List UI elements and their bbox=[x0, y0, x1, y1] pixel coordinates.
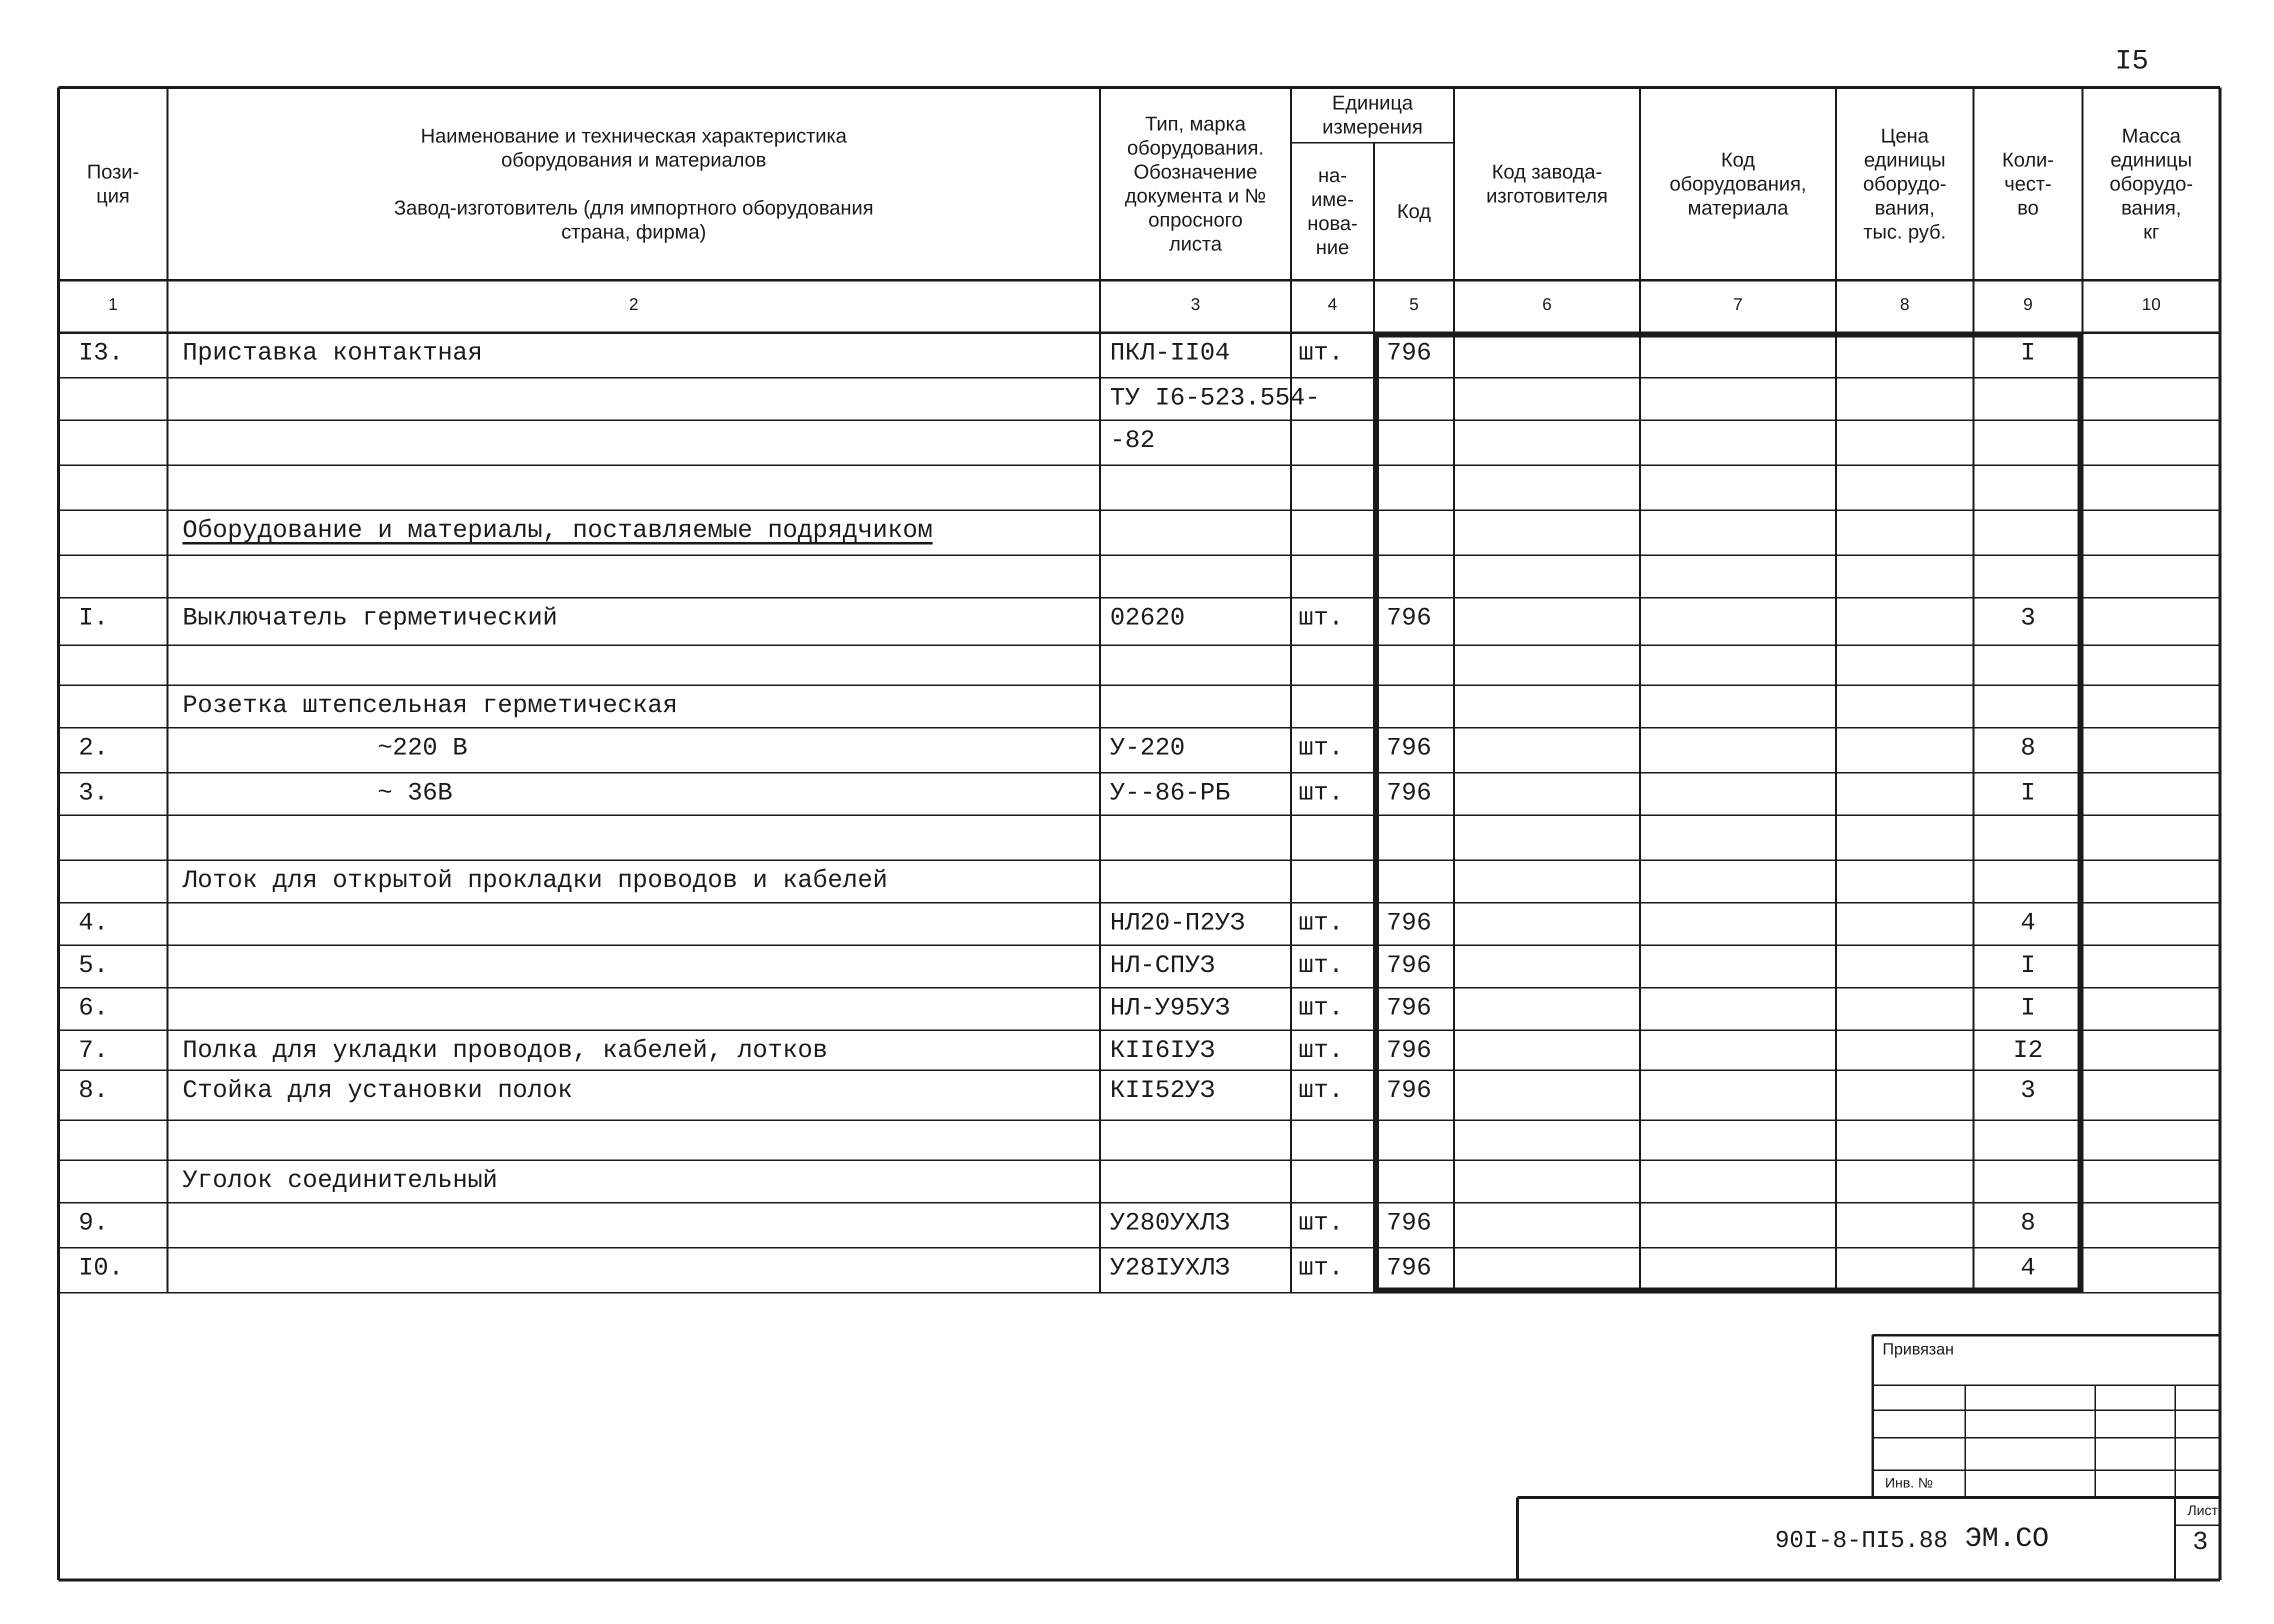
column-header: Пози- ция bbox=[86, 160, 140, 207]
sheet-label: Лист bbox=[2188, 1502, 2218, 1518]
highlight-frame bbox=[1374, 332, 2082, 1292]
column-header: Цена единицы оборудо- вания, тыс. руб. bbox=[1863, 124, 1946, 243]
stamp-rule bbox=[1872, 1335, 1874, 1498]
column-header: Код завода- изготовителя bbox=[1486, 160, 1608, 207]
column-number: 6 bbox=[1542, 295, 1552, 314]
unit-code-cell: 796 bbox=[1386, 1209, 1432, 1238]
quantity-cell: I2 bbox=[2012, 1036, 2043, 1065]
type-cell: У28IУХЛЗ bbox=[1110, 1254, 1230, 1282]
position-cell: 7. bbox=[78, 1036, 109, 1065]
column-header: Коли- чест- во bbox=[2002, 148, 2054, 219]
position-cell: 3. bbox=[78, 779, 109, 808]
unit-group-header: Единица измерения bbox=[1322, 92, 1423, 138]
stamp-rule bbox=[1872, 1384, 2220, 1386]
item-name: Приставка контактная bbox=[182, 339, 483, 368]
column-number: 1 bbox=[108, 295, 118, 314]
column-number: 3 bbox=[1190, 295, 1200, 314]
column-number: 7 bbox=[1733, 295, 1743, 314]
stamp-rule bbox=[2174, 1498, 2176, 1580]
unit-code-cell: 796 bbox=[1386, 1254, 1432, 1282]
type-cell: НЛ-СПУЗ bbox=[1110, 952, 1216, 980]
stamp-rule bbox=[2175, 1524, 2220, 1526]
column-number: 2 bbox=[629, 295, 638, 314]
unit-code-cell: 796 bbox=[1386, 734, 1432, 762]
quantity-cell: I bbox=[2020, 952, 2036, 980]
unit-name-cell: шт. bbox=[1298, 779, 1344, 808]
unit-name-cell: шт. bbox=[1298, 339, 1344, 368]
item-name: ~ 36В bbox=[378, 779, 453, 808]
position-cell: 2. bbox=[78, 734, 109, 762]
stamp-rule bbox=[1872, 1470, 2220, 1471]
stamp-rule bbox=[1872, 1410, 2220, 1411]
position-cell: I3. bbox=[78, 339, 124, 368]
position-cell: 5. bbox=[78, 952, 109, 980]
quantity-cell: 4 bbox=[2020, 1254, 2036, 1282]
quantity-cell: 8 bbox=[2020, 1209, 2036, 1238]
unit-name-cell: шт. bbox=[1298, 952, 1344, 980]
document-mark: ЭМ.СО bbox=[1965, 1522, 2050, 1554]
quantity-cell: 4 bbox=[2020, 909, 2036, 938]
column-number: 5 bbox=[1409, 295, 1419, 314]
unit-code-cell: 796 bbox=[1386, 604, 1432, 632]
section-heading: Лоток для открытой прокладки проводов и кабелей bbox=[182, 866, 888, 895]
unit-name-cell: шт. bbox=[1298, 1254, 1344, 1282]
position-cell: I. bbox=[78, 604, 109, 632]
stamp-rule bbox=[2094, 1385, 2096, 1498]
column-header: Код оборудования, материала bbox=[1670, 148, 1806, 219]
position-cell: 6. bbox=[78, 994, 109, 1022]
unit-code-cell: 796 bbox=[1386, 779, 1432, 808]
type-cell: НЛ20-П2УЗ bbox=[1110, 909, 1246, 938]
quantity-cell: I bbox=[2020, 994, 2036, 1022]
column-number: 10 bbox=[2142, 295, 2161, 314]
inventory-number-label: Инв. № bbox=[1885, 1475, 1934, 1490]
sheet-number: 3 bbox=[2192, 1528, 2208, 1557]
unit-code-cell: 796 bbox=[1386, 1036, 1432, 1065]
item-name: Стойка для установки полок bbox=[182, 1076, 573, 1105]
position-cell: 9. bbox=[78, 1209, 109, 1238]
unit-name-cell: шт. bbox=[1298, 604, 1344, 632]
column-number: 9 bbox=[2023, 295, 2033, 314]
item-name: Полка для укладки проводов, кабелей, лотков bbox=[182, 1036, 828, 1065]
column-number: 8 bbox=[1900, 295, 1910, 314]
item-name: ~220 В bbox=[378, 734, 468, 762]
type-cell: У280УХЛЗ bbox=[1110, 1209, 1230, 1238]
unit-code-cell: 796 bbox=[1386, 994, 1432, 1022]
type-cell: У-220 bbox=[1110, 734, 1186, 762]
position-cell: 4. bbox=[78, 909, 109, 938]
unit-name-cell: шт. bbox=[1298, 994, 1344, 1022]
item-name: Выключатель герметический bbox=[182, 604, 558, 632]
stamp-rule bbox=[1518, 1496, 2220, 1499]
unit-code-cell: 796 bbox=[1386, 909, 1432, 938]
unit-name-cell: шт. bbox=[1298, 1036, 1344, 1065]
stamp-rule bbox=[1964, 1385, 1966, 1498]
section-heading: Розетка штепсельная герметическая bbox=[182, 692, 678, 720]
section-heading: Уголок соединительный bbox=[182, 1166, 498, 1195]
quantity-cell: 8 bbox=[2020, 734, 2036, 762]
column-header: на- име- нова- ние bbox=[1307, 164, 1358, 258]
type-cell: 02620 bbox=[1110, 604, 1186, 632]
type-cell: ПКЛ-II04 bbox=[1110, 339, 1230, 368]
unit-name-cell: шт. bbox=[1298, 1209, 1344, 1238]
position-cell: 8. bbox=[78, 1076, 109, 1105]
page-number: I5 bbox=[2115, 45, 2149, 77]
table-rule bbox=[58, 1578, 2220, 1582]
type-cell: ТУ I6-523.554- bbox=[1110, 384, 1320, 412]
column-header: Код bbox=[1396, 200, 1431, 222]
quantity-cell: 3 bbox=[2020, 1076, 2036, 1105]
stamp-rule bbox=[1872, 1334, 2220, 1336]
quantity-cell: 3 bbox=[2020, 604, 2036, 632]
column-number: 4 bbox=[1328, 295, 1338, 314]
unit-code-cell: 796 bbox=[1386, 339, 1432, 368]
position-cell: I0. bbox=[78, 1254, 124, 1282]
type-cell: КII6IУЗ bbox=[1110, 1036, 1216, 1065]
stamp-rule bbox=[2174, 1385, 2176, 1498]
quantity-cell: I bbox=[2020, 779, 2036, 808]
column-header: Наименование и техническая характеристика оборудования и материалов Завод-изготовитель (для импортного оборудования страна, фирма) bbox=[394, 124, 874, 243]
stamp-rule bbox=[1516, 1498, 1519, 1580]
column-header: Масса единицы оборудо- вания, кг bbox=[2110, 124, 2193, 243]
type-cell: -82 bbox=[1110, 426, 1156, 455]
type-cell: У--86-РБ bbox=[1110, 779, 1230, 808]
unit-name-cell: шт. bbox=[1298, 909, 1344, 938]
unit-code-cell: 796 bbox=[1386, 1076, 1432, 1105]
stamp-rule bbox=[1872, 1437, 2220, 1438]
unit-name-cell: шт. bbox=[1298, 1076, 1344, 1105]
document-code: 90I-8-ПI5.88 bbox=[1775, 1528, 1948, 1554]
unit-code-cell: 796 bbox=[1386, 952, 1432, 980]
quantity-cell: I bbox=[2020, 339, 2036, 368]
unit-name-cell: шт. bbox=[1298, 734, 1344, 762]
section-heading: Оборудование и материалы, поставляемые подрядчиком bbox=[182, 516, 933, 545]
type-cell: КII52УЗ bbox=[1110, 1076, 1216, 1105]
type-cell: НЛ-У95УЗ bbox=[1110, 994, 1230, 1022]
column-header: Тип, марка оборудования. Обозначение документа и № опросного листа bbox=[1124, 112, 1266, 255]
bound-label: Привязан bbox=[1882, 1340, 1954, 1358]
